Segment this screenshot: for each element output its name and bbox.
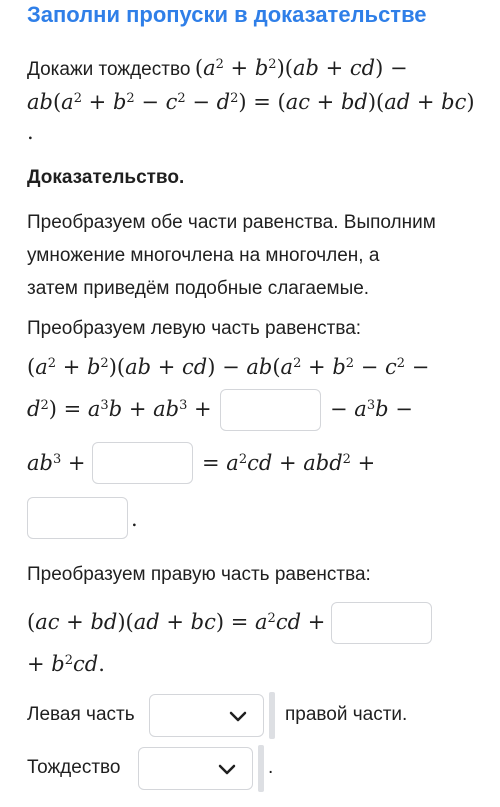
comparison-dropdown[interactable] — [149, 694, 264, 737]
statement-prefix: Докажи тождество — [27, 59, 191, 80]
dropdown-drop-indicator — [269, 692, 275, 739]
statement-math-2: $ab(a^2 + b^2 - c^2 - d^2) = (ac + bd)(ad + bc)$ — [27, 90, 475, 114]
intro-line: Преобразуем обе части равенства. Выполним — [27, 212, 436, 233]
statement-line-1 — [27, 56, 408, 82]
statement-math-1: $(a^2 + b^2)(ab + cd)$ − — [194, 56, 408, 80]
right-side-line-1: $(ac + bd)(ad + bc) = a^2cd$ + — [27, 610, 326, 634]
left-side-line-1: $(a^2 + b^2)(ab + cd) - ab(a^2 + b^2 - c^2$ − — [27, 355, 430, 379]
answer-blank-2[interactable] — [92, 442, 193, 484]
comparison-label-after: правой части. — [285, 704, 408, 725]
conclusion-dropdown[interactable] — [138, 747, 253, 790]
intro-line: затем приведём подобные слагаемые. — [27, 278, 370, 299]
conclusion-end: . — [268, 757, 274, 778]
answer-blank-3[interactable] — [27, 497, 128, 539]
conclusion-label-before: Тождество — [27, 757, 121, 778]
proof-heading: Доказательство. — [27, 167, 185, 188]
dropdown-drop-indicator — [258, 745, 264, 792]
left-side-end: . — [131, 507, 138, 531]
statement-end: . — [27, 120, 34, 144]
answer-blank-1[interactable] — [220, 389, 321, 431]
right-side-heading: Преобразуем правую часть равенства: — [27, 564, 371, 585]
page-title: Заполни пропуски в доказательстве — [27, 2, 427, 27]
chevron-down-icon — [218, 764, 236, 775]
answer-blank-4[interactable] — [331, 602, 432, 644]
left-side-line-2-after: − $a^3b$ − — [330, 397, 413, 421]
left-side-line-3-after: = $a^2cd + abd^2$ + — [202, 451, 376, 475]
left-side-line-2-before: $d^2) = a^3b + ab^3$ + — [27, 397, 212, 421]
right-side-line-2: + $b^2cd$. — [27, 652, 105, 676]
chevron-down-icon — [229, 711, 247, 722]
intro-paragraph — [27, 206, 436, 305]
comparison-label-before: Левая часть — [27, 704, 135, 725]
left-side-line-3-before: $ab^3$ + — [27, 451, 86, 475]
left-side-heading: Преобразуем левую часть равенства: — [27, 318, 362, 339]
intro-line: умножение многочлена на многочлен, а — [27, 245, 380, 266]
